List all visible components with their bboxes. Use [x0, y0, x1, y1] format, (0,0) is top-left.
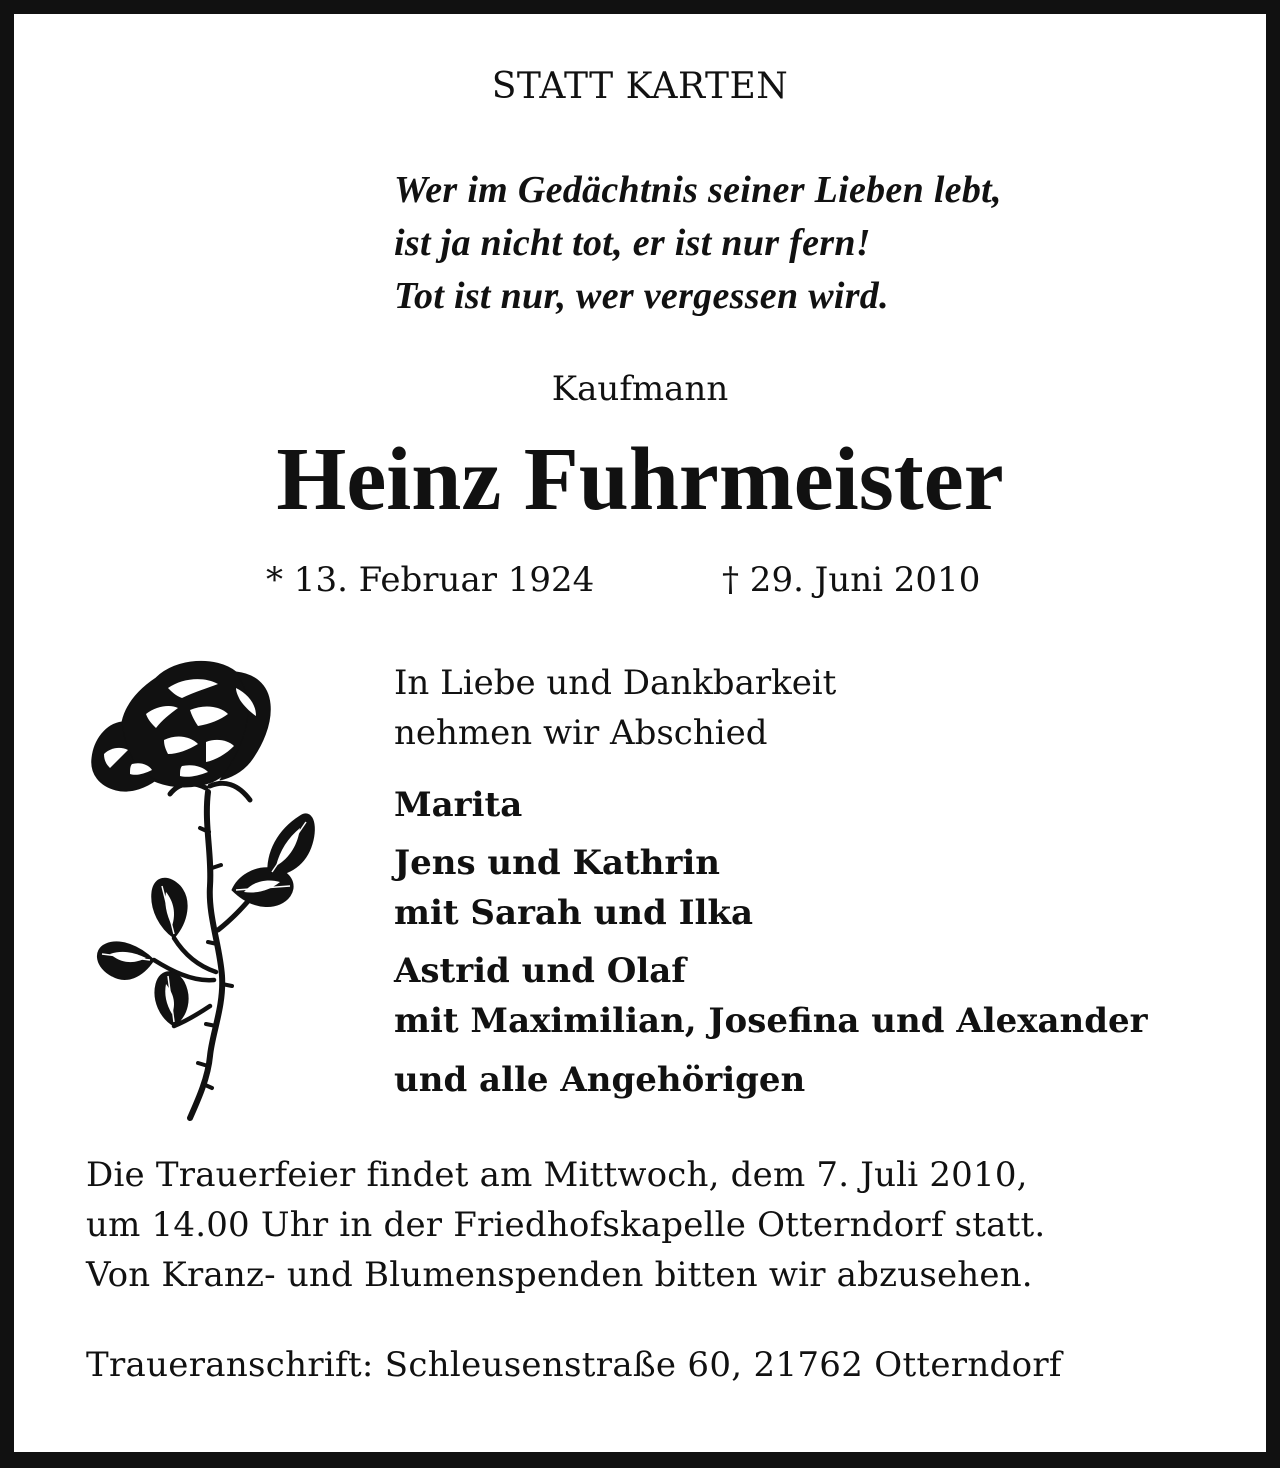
- ceremony-line: Die Trauerfeier findet am Mittwoch, dem 7. Juli 2010,: [86, 1155, 1028, 1195]
- ceremony-line: um 14.00 Uhr in der Friedhofskapelle Otterndorf statt.: [86, 1205, 1046, 1245]
- mourning-address: Traueranschrift: Schleusenstraße 60, 21762 Otterndorf: [86, 1345, 1062, 1385]
- mourner-group: [394, 1055, 805, 1105]
- quote-line: Tot ist nur, wer vergessen wird.: [394, 275, 889, 317]
- mourner-line: Marita: [394, 785, 523, 825]
- mourner-group: [394, 838, 753, 938]
- intro-line: In Liebe und Dankbarkeit: [394, 663, 837, 703]
- deceased-title: Kaufmann: [551, 369, 729, 409]
- memorial-quote: [394, 164, 1002, 323]
- mourner-line: und alle Angehörigen: [394, 1060, 806, 1100]
- farewell-intro: [394, 658, 836, 758]
- mourner-line: Jens und Kathrin: [394, 843, 721, 883]
- deceased-name: Heinz Fuhrmeister: [276, 430, 1004, 529]
- quote-line: ist ja nicht tot, er ist nur fern!: [394, 222, 871, 264]
- birth-date: * 13. Februar 1924: [266, 560, 595, 600]
- quote-line: Wer im Gedächtnis seiner Lieben lebt,: [394, 169, 1002, 211]
- mourner-line: mit Sarah und Ilka: [394, 893, 753, 933]
- mourner-line: Astrid und Olaf: [394, 951, 686, 991]
- ceremony-details: [86, 1150, 1045, 1300]
- rose-icon: [86, 654, 316, 1124]
- mourner-group: [394, 780, 522, 830]
- mourner-line: mit Maximilian, Josefina und Alexander: [394, 1001, 1148, 1041]
- death-date: † 29. Juni 2010: [722, 560, 981, 600]
- statt-karten-heading: STATT KARTEN: [491, 66, 789, 107]
- intro-line: nehmen wir Abschied: [394, 713, 768, 753]
- ceremony-line: Von Kranz- und Blumenspenden bitten wir abzusehen.: [86, 1255, 1033, 1295]
- mourner-group: [394, 946, 1148, 1046]
